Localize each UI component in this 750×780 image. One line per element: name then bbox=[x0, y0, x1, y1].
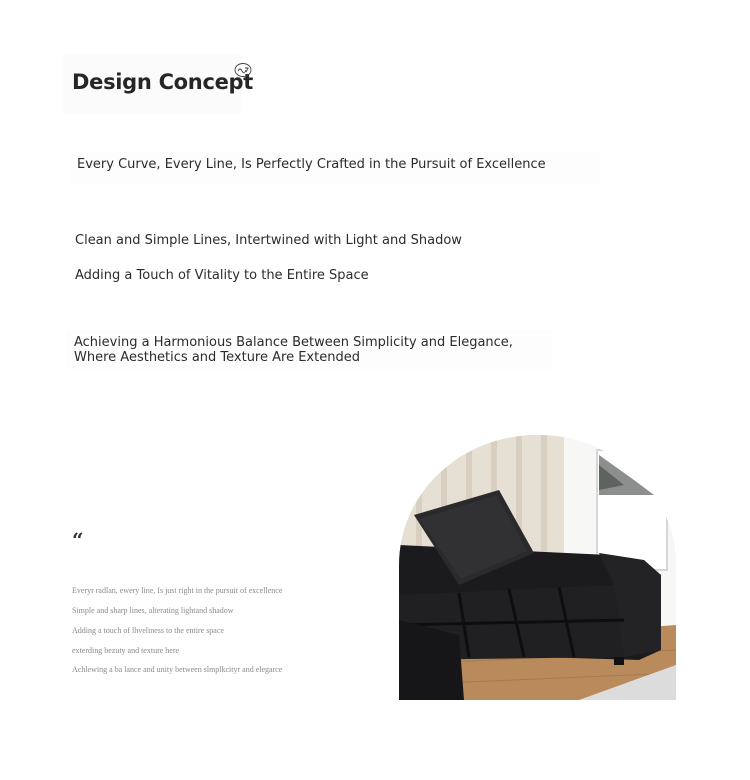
quote-line-1: Everyr radlan, ewery line, Is just right in the pursuit of excellence bbox=[72, 586, 283, 595]
concept-line-1: Every Curve, Every Line, Is Perfectly Crafted in the Pursuit of Excellence bbox=[77, 157, 546, 172]
quote-line-3: Adding a touch of lhveliness to the entire space bbox=[72, 626, 224, 635]
signature-emblem-icon bbox=[234, 62, 252, 78]
quote-line-2: Simple and sharp lines, alterating lightand shadow bbox=[72, 606, 234, 615]
concept-line-3: Adding a Touch of Vitality to the Entire Space bbox=[75, 268, 369, 283]
quote-line-5: Achlewing a ba lance and unity between slmplkcityr and elegarce bbox=[72, 665, 283, 674]
sofa-illustration bbox=[399, 435, 676, 700]
page-title: Design Concept bbox=[72, 70, 254, 94]
quote-line-4: exterding bezuty and texture here bbox=[72, 646, 180, 655]
concept-line-4: Achieving a Harmonious Balance Between Simplicity and Elegance, Where Aesthetics and Texture Are Extended bbox=[74, 335, 513, 365]
black-tufted-sofa-photo bbox=[399, 435, 676, 700]
quote-mark: “ bbox=[72, 528, 84, 552]
concept-line-2: Clean and Simple Lines, Intertwined with Light and Shadow bbox=[75, 233, 462, 248]
